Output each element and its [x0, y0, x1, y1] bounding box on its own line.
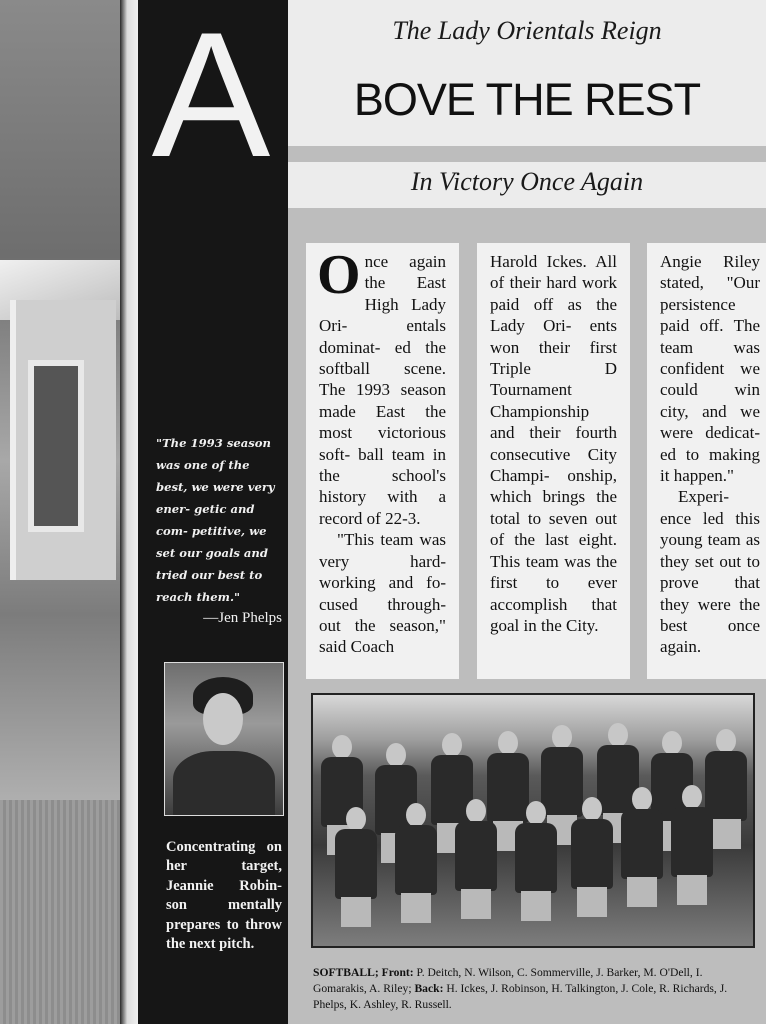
- sidebar-band: [138, 0, 288, 1024]
- player-figure: [333, 807, 379, 927]
- previous-page-photo: [0, 0, 120, 1024]
- caption-front-label: Front:: [381, 966, 414, 979]
- article-paragraph: Experi- ence led this young team as they set out to prove that they were the best once again.: [660, 487, 760, 657]
- portrait-caption: Concentrating on her target, Jeannie Robin- son mentally prepares to throw the next pitch.: [166, 839, 282, 953]
- pull-quote: [156, 432, 282, 628]
- player-figure: [513, 801, 559, 921]
- team-photo-caption: [313, 965, 753, 1013]
- quote-attribution: —Jen Phelps: [203, 610, 282, 626]
- quote-text: "The 1993 season was one of the best, we were very ener- getic and com- petitive, we set our goals and tried our best to reach them.": [156, 436, 275, 604]
- caption-front-names: P. Deitch, N. Wilson, C. Sommerville, J. Barker, M. O'Dell, I. Gomarakis, A. Riley;: [313, 966, 703, 995]
- article-paragraph: Angie Riley stated, "Our persistence paid off. The team was confident we could win city, and we were dedicat- ed to making it happen.": [660, 252, 760, 486]
- team-photo: [311, 693, 755, 948]
- portrait-photo: [164, 662, 284, 816]
- house-window: [28, 360, 84, 532]
- article-dropcap: O: [317, 244, 361, 306]
- portrait-shoulders: [173, 751, 275, 816]
- ground: [0, 800, 120, 1024]
- caption-back-names: H. Ickes, J. Robinson, H. Talkington, J. Cole, R. Richards, J. Phelps, K. Ashley, R. Russell.: [313, 982, 728, 1011]
- title-small: The Lady Orientals Reign: [392, 16, 662, 45]
- title-box: [288, 0, 766, 146]
- player-figure: [669, 785, 715, 905]
- article-paragraph: nce again the East High Lady Ori- entals dominat- ed the softball scene. The 1993 season made East the most victorious soft- ball team in the school's history with a record of 22-3.: [319, 252, 446, 528]
- player-figure: [453, 799, 499, 919]
- article-column-2: [477, 243, 630, 679]
- caption-label: SOFTBALL;: [313, 966, 379, 979]
- title-big: BOVE THE REST: [353, 74, 701, 125]
- article-column-3: [647, 243, 766, 679]
- player-figure: [569, 797, 615, 917]
- player-figure: [619, 787, 665, 907]
- caption-back-label: Back:: [414, 982, 444, 995]
- portrait-face: [203, 693, 243, 745]
- yearbook-page: [138, 0, 766, 1024]
- player-figure: [393, 803, 439, 923]
- article-column-1: [306, 243, 459, 679]
- article-paragraph: Harold Ickes. All of their hard work paid off as the Lady Ori- ents won their first Triple D Tournament Championship and their fourth consecutive City Champi- onship, which brings the total to seven out of the last eight. This team was the first to ever accomplish that goal in the City.: [490, 252, 617, 635]
- book-gutter: [120, 0, 138, 1024]
- subtitle: In Victory Once Again: [410, 167, 644, 196]
- subtitle-box: [288, 162, 766, 208]
- drop-letter: A: [151, 0, 271, 194]
- article-paragraph: "This team was very hard- working and fo- cused through- out the season," said Coach: [319, 530, 446, 657]
